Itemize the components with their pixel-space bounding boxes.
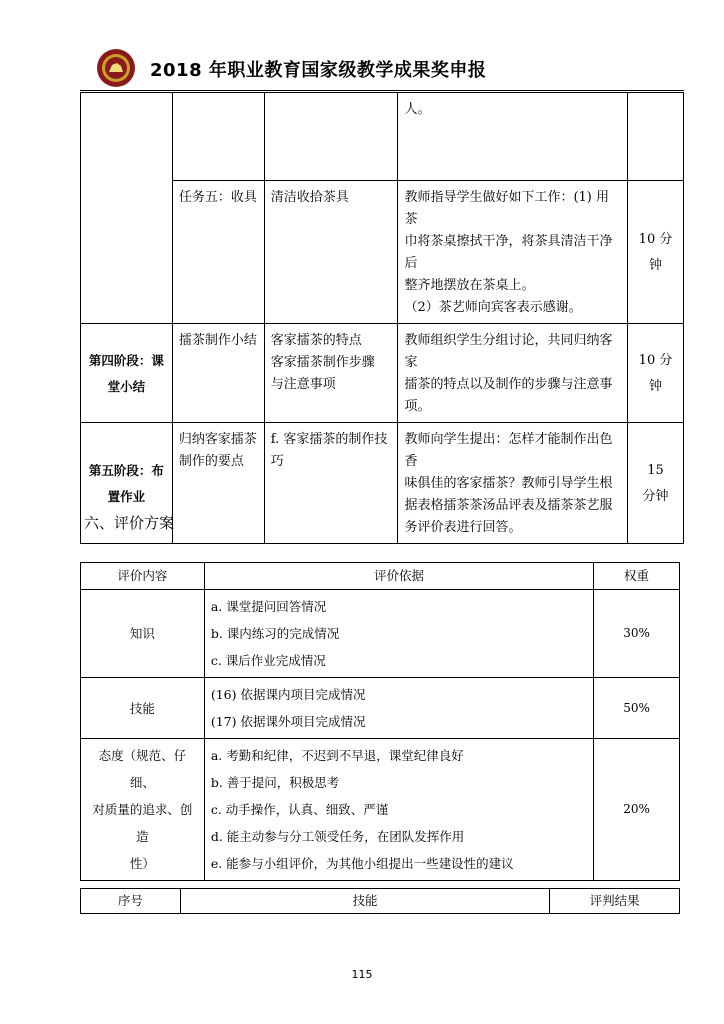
basis-cell: a. 课堂提问回答情况 b. 课内练习的完成情况 c. 课后作业完成情况: [204, 590, 593, 678]
table-row: [81, 324, 684, 423]
time-cell: 10 分 钟: [628, 324, 684, 423]
header-cell: 评价内容: [81, 563, 205, 590]
table-row: [81, 590, 680, 678]
header-cell: 评价依据: [204, 563, 593, 590]
weight-cell: 30%: [594, 590, 680, 678]
desc-cell: 教师指导学生做好如下工作：(1) 用茶 巾将茶桌擦拭干净，将茶具清洁干净后 整齐地摆放在茶桌上。 （2）茶艺师向宾客表示感谢。: [398, 181, 628, 324]
header-cell: 技能: [180, 889, 549, 914]
header-cell: 权重: [594, 563, 680, 590]
desc-cell: 教师向学生提出：怎样才能制作出色香 味俱佳的客家擂茶？教师引导学生根 据表格擂茶茶汤品评表及擂茶茶艺服 务评价表进行回答。: [398, 423, 628, 544]
stage-cell-empty: [81, 93, 173, 324]
item-cell: 技能: [81, 678, 205, 739]
desc-cell: 教师组织学生分组讨论，共同归纳客家 擂茶的特点以及制作的步骤与注意事 项。: [398, 324, 628, 423]
task-cell: 任务五：收具: [172, 181, 264, 324]
skill-judgement-table: [80, 888, 680, 914]
teaching-process-table: [80, 92, 684, 544]
desc-cell: 人。: [398, 93, 628, 181]
stage-cell: 第五阶段：布 置作业: [81, 423, 173, 544]
basis-cell: (16) 依据课内项目完成情况 (17) 依据课外项目完成情况: [204, 678, 593, 739]
section-title: 六、评价方案: [84, 514, 175, 532]
basis-cell: a. 考勤和纪律，不迟到不早退，课堂纪律良好 b. 善于提问，积极思考 c. 动手操作，认真、细致、严谨 d. 能主动参与分工领受任务，在团队发挥作用 e. 能参与小组评价，为其他小组提出一些建设性的建议: [204, 739, 593, 881]
content-cell: 客家擂茶的特点 客家擂茶制作步骤 与注意事项: [264, 324, 398, 423]
stage-cell: 第四阶段：课 堂小结: [81, 324, 173, 423]
task-cell: 擂茶制作小结: [172, 324, 264, 423]
table-row: [81, 739, 680, 881]
table-row: [81, 93, 684, 181]
header-cell: 序号: [81, 889, 181, 914]
item-cell: 态度（规范、仔细、 对质量的追求、创造 性）: [81, 739, 205, 881]
time-cell: 15 分钟: [628, 423, 684, 544]
page-number: 115: [351, 968, 373, 981]
weight-cell: 20%: [594, 739, 680, 881]
time-cell: 10 分 钟: [628, 181, 684, 324]
task-cell: 归纳客家擂茶 制作的要点: [172, 423, 264, 544]
school-logo: [96, 48, 136, 88]
content-cell: 清洁收拾茶具: [264, 181, 398, 324]
document-header-title: 2018 年职业教育国家级教学成果奖申报: [150, 60, 487, 81]
header-cell: 评判结果: [550, 889, 680, 914]
header-rule: [80, 90, 684, 91]
evaluation-table: [80, 562, 680, 881]
table-row: [81, 678, 680, 739]
table-header-row: [81, 563, 680, 590]
item-cell: 知识: [81, 590, 205, 678]
content-cell: f. 客家擂茶的制作技 巧: [264, 423, 398, 544]
table-header-row: [81, 889, 680, 914]
weight-cell: 50%: [594, 678, 680, 739]
